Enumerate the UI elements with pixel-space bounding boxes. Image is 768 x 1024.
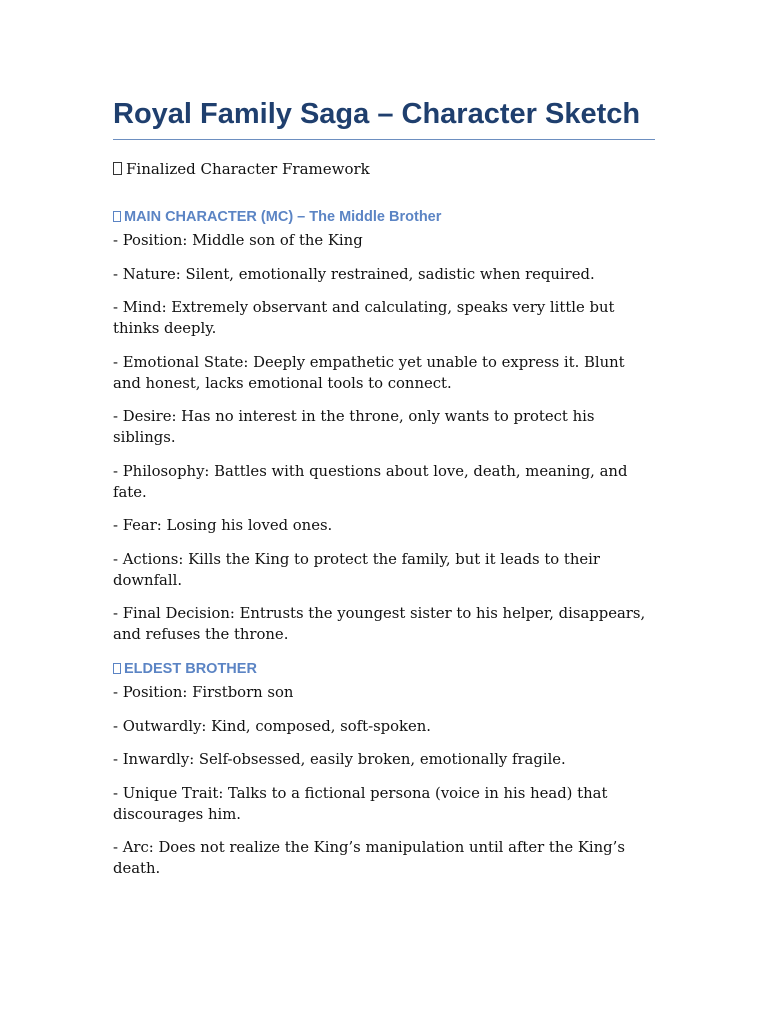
missing-glyph-icon [113,211,121,222]
list-item: - Position: Firstborn son [113,684,294,701]
list-item: - Final Decision: Entrusts the youngest sister to his helper, disappears, and refuses the throne. [113,605,646,643]
list-item: - Nature: Silent, emotionally restrained, sadistic when required. [113,265,595,283]
list-item: - Fear: Losing his loved ones. [113,517,333,534]
list-item: - Actions: Kills the King to protect the family, but it leads to their downfall. [113,550,600,589]
section-heading-text: ELDEST BROTHER [124,661,257,677]
intro-line [113,159,655,179]
intro-text: Finalized Character Framework [126,160,370,178]
section-heading-eldest-brother [113,660,655,678]
list-item: - Emotional State: Deeply empathetic yet unable to express it. Blunt and honest, lacks emotional tools to connect. [113,353,625,392]
list-item: - Position: Middle son of the King [113,232,363,249]
document-title: Royal Family Saga – Character Sketch [113,96,655,140]
list-item: - Outwardly: Kind, composed, soft-spoken. [113,717,432,735]
list-item: - Philosophy: Battles with questions about love, death, meaning, and fate. [113,462,628,501]
list-item: - Arc: Does not realize the King’s manipulation until after the King’s death. [113,839,625,877]
list-item: - Desire: Has no interest in the throne, only wants to protect his siblings. [113,408,595,446]
list-item: - Unique Trait: Talks to a fictional persona (voice in his head) that discourages him. [113,784,608,823]
missing-glyph-icon [113,663,121,674]
list-item: - Mind: Extremely observant and calculating, speaks very little but thinks deeply. [113,299,615,337]
list-item: - Inwardly: Self-obsessed, easily broken, emotionally fragile. [113,751,566,768]
section-heading-main-character [113,208,655,226]
missing-glyph-icon [113,162,122,175]
document-page [113,96,655,879]
section-heading-text: MAIN CHARACTER (MC) – The Middle Brother [124,209,442,225]
